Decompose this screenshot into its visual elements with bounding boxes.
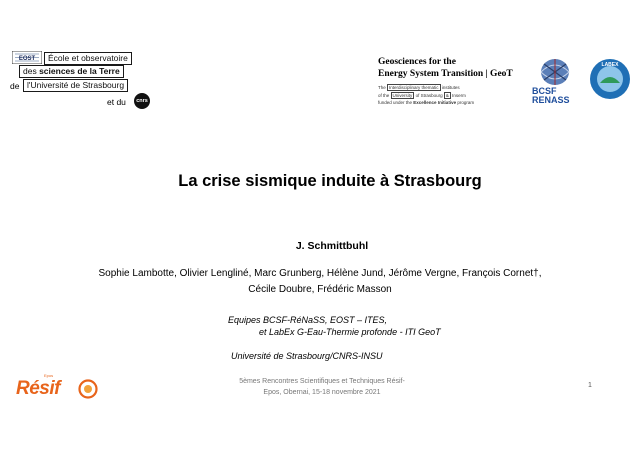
geot-line3: funded under the Excellence Initiative program: [378, 100, 475, 105]
eost-mark-icon: [12, 51, 42, 64]
eost-line4: et du: [107, 97, 126, 107]
eost-line2: des sciences de la Terre: [19, 65, 124, 78]
teams-line2: et LabEx G-Eau-Thermie profonde - ITI GeoT: [259, 327, 441, 337]
geot-line2: of the University of Strasbourg & Inserm: [378, 93, 466, 98]
cnrs-logo: cnrs: [134, 93, 150, 109]
renass-line2: RENASS: [532, 95, 570, 105]
footer-event-line2: Epos, Obernai, 15-18 novembre 2021: [263, 389, 381, 396]
authors-line2: Cécile Doubre, Frédéric Masson: [248, 284, 392, 295]
presenter-name: J. Schmittbuhl: [295, 240, 369, 252]
geot-title2: Energy System Transition | GeoT: [378, 69, 513, 79]
renass-globe-icon: [541, 59, 569, 85]
eost-line3: l'Université de Strasbourg: [23, 79, 128, 92]
eost-de: de: [10, 81, 20, 91]
renass-line1: BCSF: [532, 86, 557, 96]
page-number: 1: [588, 382, 592, 389]
geot-logo: [378, 57, 523, 112]
eost-line1: École et observatoire: [44, 52, 132, 65]
slide-title: La crise sismique induite à Strasbourg: [178, 172, 482, 190]
teams-line1: Equipes BCSF-RéNaSS, EOST – ITES,: [228, 315, 388, 325]
labex-text: LABEX: [601, 62, 619, 68]
resif-logo: [14, 372, 100, 402]
svg-text:EOST: EOST: [18, 56, 36, 62]
resif-epos-label: Epos: [44, 373, 54, 378]
university-affiliation: Université de Strasbourg/CNRS-INSU: [231, 351, 383, 361]
labex-logo: [588, 57, 632, 101]
resif-word: Résif: [16, 378, 60, 399]
geot-title1: Geosciences for the: [378, 57, 456, 67]
bcsf-renass-logo: [529, 56, 584, 106]
eost-logo: [10, 50, 160, 120]
authors-line1: Sophie Lambotte, Olivier Lengliné, Marc Grunberg, Hélène Jund, Jérôme Vergne, François Cornet†,: [98, 268, 542, 279]
geot-line1: The Interdisciplinary thematic institutes: [378, 85, 460, 90]
footer-event-line1: 5èmes Rencontres Scientifiques et Techniques Résif-: [239, 378, 405, 385]
